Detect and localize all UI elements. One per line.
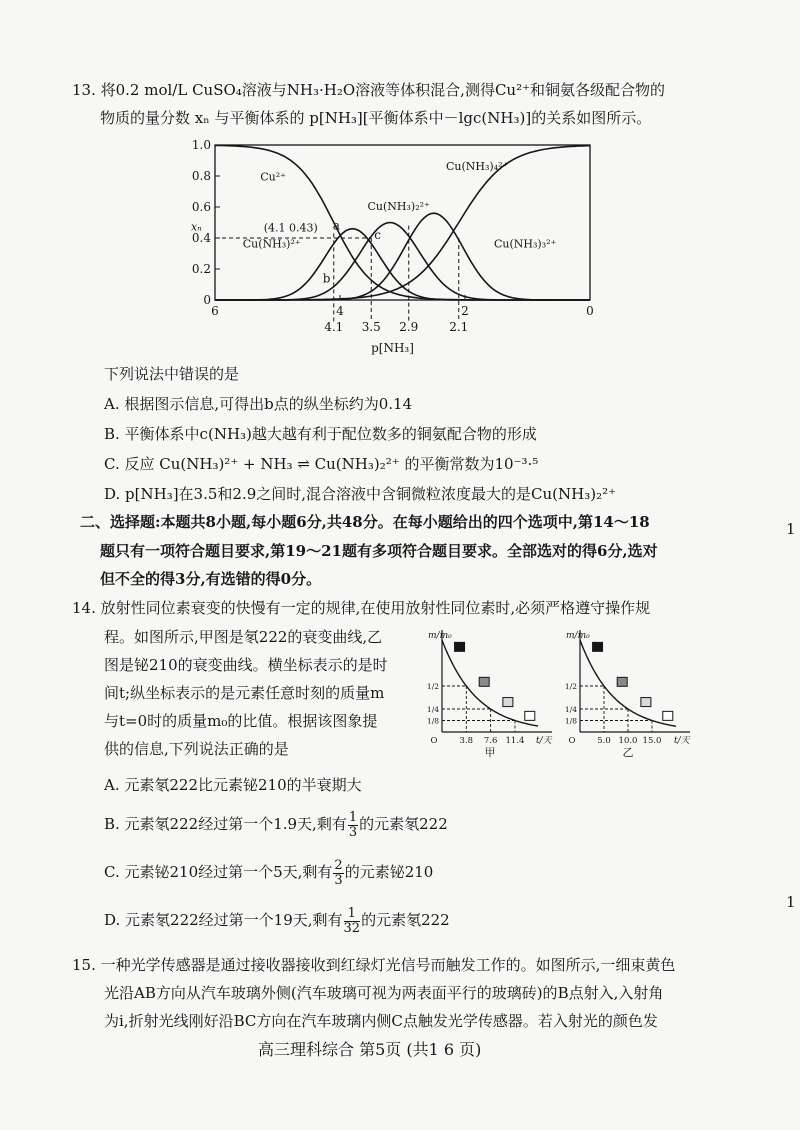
x-axis-label: t/天	[536, 736, 552, 746]
label-cu-nh3-3: Cu(NH₃)₃²⁺	[494, 237, 557, 251]
section2-line1: 二、选择题:本题共8小题,每小题6分,共48分。在每小题给出的四个选项中,第14～18	[80, 513, 650, 531]
section2-line3: 但不全的得3分,有选错的得0分。	[100, 570, 322, 588]
y-tick-label: 0.6	[191, 200, 211, 214]
point-a-coord-label: (4.1 0.43)	[263, 221, 318, 235]
q14-option-c	[104, 856, 433, 888]
chart-title: 甲	[484, 746, 496, 759]
x-tick-label: 15.0	[642, 736, 662, 746]
decay-curve	[442, 640, 538, 726]
q14-line5: 与t=0时的质量m₀的比值。根据该图象提	[104, 712, 378, 730]
x-tick-label: 0	[586, 304, 594, 318]
y-tick-label: 0.4	[191, 231, 211, 245]
x-extra-label: 2.1	[449, 320, 469, 334]
x-tick-label: O	[430, 736, 438, 746]
q13-speciation-chart	[185, 133, 625, 358]
point-b-label: b	[322, 271, 331, 286]
q14-line2: 程。如图所示,甲图是氡222的衰变曲线,乙	[104, 628, 383, 646]
sample-square	[617, 677, 627, 686]
q13-line1: 13. 将0.2 mol/L CuSO₄溶液与NH₃·H₂O溶液等体积混合,测得Cu²⁺和铜氨各级配合物的	[72, 81, 666, 99]
y-tick-label: 1.0	[191, 138, 211, 152]
point-a-label: a	[332, 218, 340, 233]
label-cu-nh3-1: Cu(NH₃)²⁺	[242, 237, 301, 251]
x-tick-label: 11.4	[505, 736, 525, 746]
y-axis-label: xₙ	[191, 220, 202, 234]
point-c-label: c	[374, 228, 381, 242]
x-tick-label: O	[568, 736, 576, 746]
decay-curve	[580, 640, 676, 726]
q14-line1: 14. 放射性同位素衰变的快慢有一定的规律,在使用放射性同位素时,必须严格遵守操作规	[72, 599, 651, 617]
q14-line6: 供的信息,下列说法正确的是	[104, 740, 289, 758]
q13-option-b: B. 平衡体系中c(NH₃)越大越有利于配位数多的铜氨配合物的形成	[104, 425, 537, 443]
x-tick-label: 3.8	[459, 736, 474, 746]
q14-option-c-fraction: $\frac{2}{3}$	[334, 857, 343, 888]
x-axis-label: p[NH₃]	[371, 341, 414, 355]
x-extra-label: 2.9	[399, 320, 419, 334]
label-cu-nh3-4: Cu(NH₃)₄²⁺	[446, 159, 509, 173]
label-cu2: Cu²⁺	[260, 170, 286, 184]
x-tick-label: 10.0	[618, 736, 638, 746]
margin-mark-2: 1	[786, 893, 796, 911]
y-tick-label: 1/8	[426, 716, 439, 726]
q14-option-c-post: 的元素铋210	[344, 863, 434, 881]
decay-chart-bismuth	[558, 624, 698, 759]
q14-option-b-pre: B. 元素氡222经过第一个1.9天,剩有	[104, 815, 347, 833]
q14-option-d-post: 的元素氡222	[361, 911, 450, 929]
y-tick-label: 0.8	[191, 169, 211, 183]
q14-option-b	[104, 808, 448, 840]
sample-square	[503, 698, 513, 707]
margin-mark-1: 1	[786, 520, 796, 538]
x-tick-label: 7.6	[483, 736, 498, 746]
y-tick-label: 0.2	[191, 262, 211, 276]
chart-title: 乙	[622, 746, 634, 759]
q14-line4: 间t;纵坐标表示的是元素任意时刻的质量m	[104, 684, 385, 702]
sample-square	[593, 642, 603, 651]
label-cu-nh3-2: Cu(NH₃)₂²⁺	[367, 200, 430, 214]
y-tick-label: 0	[203, 293, 211, 307]
page-footer: 高三理科综合 第5页 (共1 6 页)	[258, 1040, 482, 1059]
q15-line2: 光沿AB方向从汽车玻璃外侧(汽车玻璃可视为两表面平行的玻璃砖)的B点射入,入射角	[104, 984, 664, 1002]
decay-chart-radon	[420, 624, 560, 759]
q13-option-c: C. 反应 Cu(NH₃)²⁺ + NH₃ ⇌ Cu(NH₃)₂²⁺ 的平衡常数为10⁻³·⁵	[104, 455, 539, 473]
y-tick-label: 1/4	[564, 705, 577, 714]
q13-option-a: A. 根据图示信息,可得出b点的纵坐标约为0.14	[104, 395, 413, 413]
x-extra-label: 4.1	[324, 320, 344, 334]
sample-square	[663, 711, 673, 720]
x-tick-label: 6	[211, 304, 219, 318]
section2-line2: 题只有一项符合题目要求,第19～21题有多项符合题目要求。全部选对的得6分,选对	[100, 542, 658, 560]
x-tick-label: 4	[336, 304, 344, 318]
q14-option-c-pre: C. 元素铋210经过第一个5天,剩有	[104, 863, 333, 881]
sample-square	[479, 677, 489, 686]
q14-option-d-pre: D. 元素氡222经过第一个19天,剩有	[104, 911, 343, 929]
q15-line3: 为i,折射光线刚好沿BC方向在汽车玻璃内侧C点触发光学传感器。若入射光的颜色发	[104, 1012, 658, 1030]
q15-line1: 15. 一种光学传感器是通过接收器接收到红绿灯光信号而触发工作的。如图所示,一细束黄色	[72, 956, 676, 974]
q13-prompt: 下列说法中错误的是	[104, 365, 240, 383]
sample-square	[641, 698, 651, 707]
y-axis-label: m/m₀	[566, 631, 590, 641]
q14-option-b-post: 的元素氡222	[359, 815, 448, 833]
q14-line3: 图是铋210的衰变曲线。横坐标表示的是时	[104, 656, 388, 674]
q14-option-b-fraction: $\frac{1}{3}$	[348, 809, 358, 840]
y-tick-label: 1/2	[426, 682, 439, 691]
x-extra-label: 3.5	[361, 320, 381, 334]
y-axis-label: m/m₀	[428, 631, 452, 641]
y-tick-label: 1/4	[426, 705, 439, 714]
q14-option-d-fraction: $\frac{1}{32}$	[343, 905, 361, 936]
y-tick-label: 1/2	[564, 682, 577, 691]
q13-option-d: D. p[NH₃]在3.5和2.9之间时,混合溶液中含铜微粒浓度最大的是Cu(NH₃)₂²⁺	[104, 485, 617, 503]
x-tick-label: 2	[461, 304, 469, 318]
x-tick-label: 5.0	[597, 736, 611, 746]
sample-square	[455, 642, 465, 651]
x-axis-label: t/天	[674, 736, 690, 746]
sample-square	[525, 711, 535, 720]
q13-line2: 物质的量分数 xₙ 与平衡体系的 p[NH₃][平衡体系中－lgc(NH₃)]的关系如图所示。	[100, 109, 652, 127]
q14-option-d	[104, 904, 450, 936]
y-tick-label: 1/8	[564, 716, 577, 726]
q14-option-a: A. 元素氡222比元素铋210的半衰期大	[104, 776, 362, 794]
